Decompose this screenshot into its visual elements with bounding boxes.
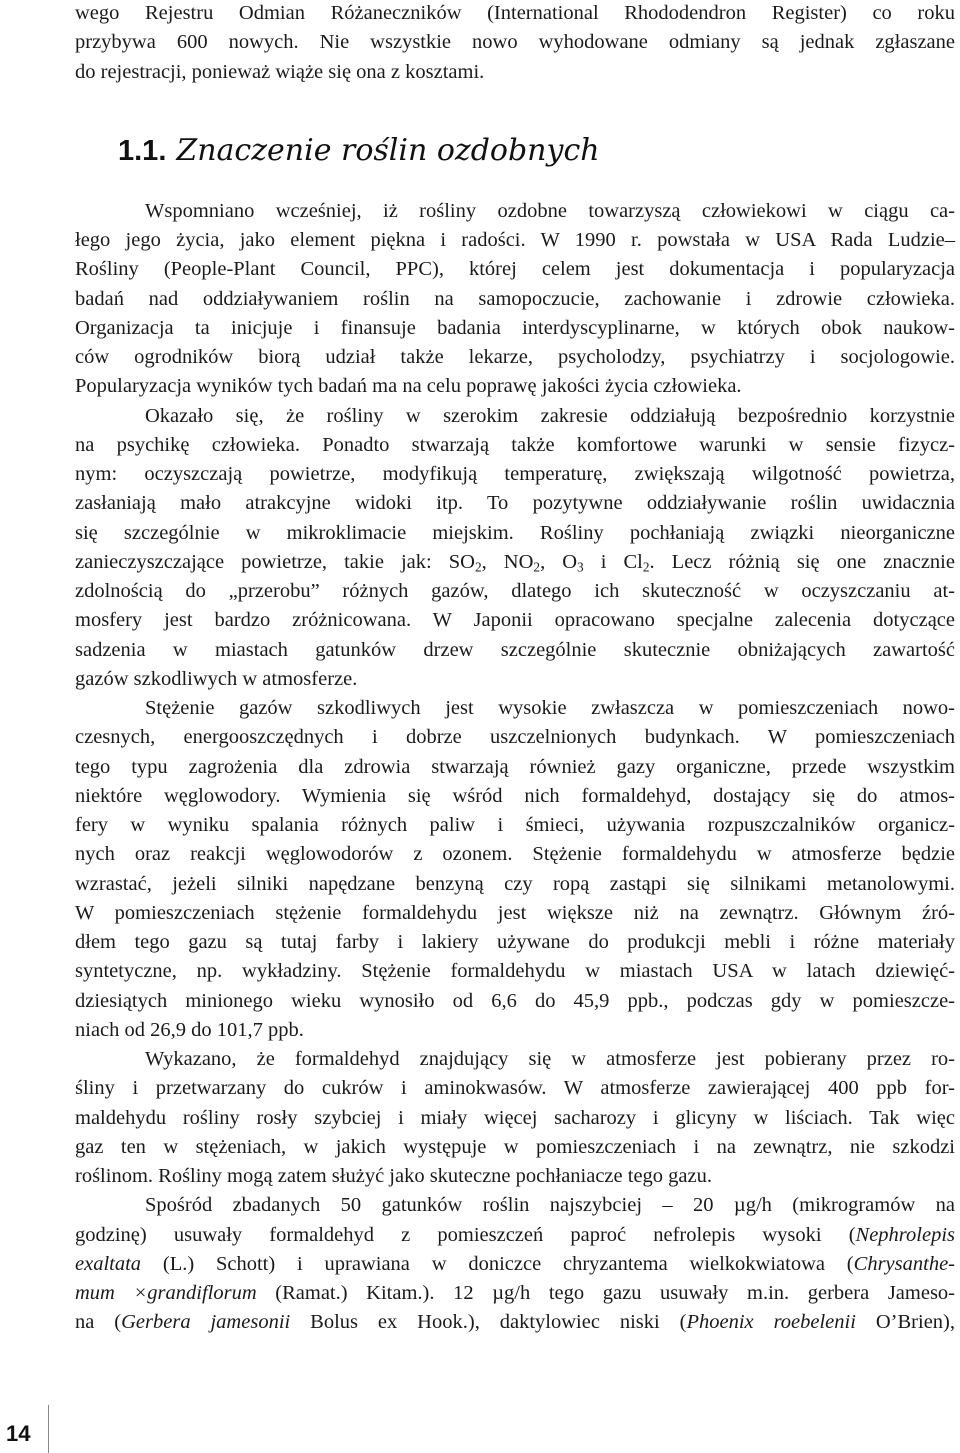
text-line: niektóre węglowodory. Wymienia się wśród nich formaldehyd, dostający się do atmos- xyxy=(75,784,955,807)
text-line: łego jego życia, jako element piękna i radości. W 1990 r. powstała w USA Rada Ludzie– xyxy=(75,229,955,251)
text-line: W pomieszczeniach stężenie formaldehydu jest większe niż na zewnątrz. Głównym źró- xyxy=(75,901,955,924)
paragraph-continuation xyxy=(75,0,955,87)
text-line: Rośliny (People-Plant Council, PPC), której celem jest dokumentacja i popularyzacja xyxy=(75,258,955,281)
latin-name: Chrysanthe- xyxy=(853,1252,955,1275)
text-line: dłem tego gazu są tutaj farby i lakiery używane do produkcji mebli i różne materiały xyxy=(75,931,955,953)
text-line: fery w wyniku spalania różnych paliw i śmieci, używania rozpuszczalników organicz- xyxy=(75,814,955,836)
text-line: wego Rejestru Odmian Różaneczników (International Rhododendron Register) co roku xyxy=(75,2,955,24)
text-line: roślinom. Rośliny mogą zatem służyć jako skuteczne pochłaniacze tego gazu. xyxy=(75,1165,713,1187)
text-line: tego typu zagrożenia dla zdrowia stwarzają również gazy organiczne, przede wszystkim xyxy=(75,755,955,778)
text-line: się szczególnie w mikroklimacie miejskim. Rośliny pochłaniają związki nieorganiczne xyxy=(75,521,955,544)
text-line: nym: oczyszczają powietrze, modyfikują temperaturę, zwiększają wilgotność powietrza, xyxy=(75,463,955,485)
text-run: i Cl xyxy=(583,550,643,573)
subscript: 3 xyxy=(577,559,584,575)
text-line: zasłaniają mało atrakcyjne widoki itp. To pozytywne oddziaływanie roślin uwidacznia xyxy=(75,492,955,515)
text-line: śliny i przetwarzany do cukrów i aminokwasów. W atmosferze zawierającej 400 ppb for- xyxy=(75,1077,955,1100)
text-line xyxy=(75,1279,955,1308)
text-line: niach od 26,9 do 101,7 ppb. xyxy=(75,1018,304,1041)
text-run: (L.) Schott) i uprawiana w doniczce chryzantema wielkokwiatowa ( xyxy=(141,1252,854,1275)
latin-name: Phoenix roebelenii xyxy=(686,1311,856,1334)
text-line: ców ogrodników biorą udział także lekarze, psycholodzy, psychiatrzy i socjologowie. xyxy=(75,346,955,368)
text-line: dziesiątych minionego wieku wynosiło od 6,6 do 45,9 ppb., podczas gdy w pomieszcze- xyxy=(75,989,955,1012)
text-line: mosfery jest bardzo zróżnicowana. W Japonii opracowano specjalne zalecenia dotyczące xyxy=(75,609,955,632)
latin-name: exaltata xyxy=(75,1252,142,1275)
paragraph xyxy=(75,1045,955,1191)
text-run: godzinę) usuwały formaldehyd z pomieszczeń paproć nefrolepis wysoki ( xyxy=(75,1223,856,1246)
text-line xyxy=(75,1308,955,1337)
text-line: Spośród zbadanych 50 gatunków roślin najszybciej – 20 µg/h (mikrogramów na xyxy=(145,1194,955,1217)
text-line: Stężenie gazów szkodliwych jest wysokie zwłaszcza w pomieszczeniach nowo- xyxy=(145,697,955,719)
text-line: gazów szkodliwych w atmosferze. xyxy=(75,667,358,690)
text-run: , O xyxy=(540,550,578,573)
page-edge-rule xyxy=(48,1405,49,1453)
document-page xyxy=(75,0,955,1338)
section-number: 1.1. xyxy=(118,134,167,167)
text-line: sadzenia w miastach gatunków drzew szczególnie skutecznie obniżających zawartość xyxy=(75,638,955,661)
latin-name: mum ×grandiflorum xyxy=(75,1282,257,1304)
text-run: , NO xyxy=(481,550,534,573)
text-run: (Ramat.) Kitam.). 12 µg/h tego gazu usuwały m.in. gerbera Jameso- xyxy=(256,1282,955,1304)
latin-name: Nephrolepis xyxy=(855,1223,955,1246)
subscript: 2 xyxy=(474,559,482,575)
section-heading xyxy=(118,131,955,171)
text-run: na ( xyxy=(75,1311,122,1334)
text-line: Popularyzacja wyników tych badań ma na celu poprawę jakości życia człowieka. xyxy=(75,375,742,398)
paragraph xyxy=(75,694,955,1045)
text-line-chemistry xyxy=(75,548,955,577)
text-line: wzrastać, jeżeli silniki napędzane benzyną czy ropą zastąpi się silnikami metanolowymi. xyxy=(75,872,955,895)
text-line: przybywa 600 nowych. Nie wszystkie nowo wyhodowane odmiany są jednak zgłaszane xyxy=(75,31,955,54)
text-line xyxy=(75,1250,955,1279)
paragraph xyxy=(75,402,955,695)
text-run: Bolus ex Hook.), daktylowiec niski ( xyxy=(290,1311,687,1334)
text-line: Okazało się, że rośliny w szerokim zakresie oddziałują bezpośrednio korzystnie xyxy=(145,404,955,427)
page-number-tab xyxy=(0,1405,48,1453)
subscript: 2 xyxy=(533,559,541,575)
paragraph xyxy=(75,197,955,402)
text-line: na psychikę człowieka. Ponadto stwarzają także komfortowe warunki w sensie fizycz- xyxy=(75,433,955,456)
text-line: Wykazano, że formaldehyd znajdujący się w atmosferze jest pobierany przez ro- xyxy=(145,1048,955,1070)
latin-name: Gerbera jamesonii xyxy=(121,1311,291,1334)
text-line: do rejestracji, ponieważ wiąże się ona z kosztami. xyxy=(75,60,485,83)
text-line: czesnych, energooszczędnych i dobrze uszczelnionych budynkach. W pomieszczeniach xyxy=(75,726,955,749)
text-run: zanieczyszczające powietrze, takie jak: SO xyxy=(75,550,475,573)
text-run: O’Brien), xyxy=(855,1311,955,1334)
text-line: gaz ten w stężeniach, w jakich występuje w pomieszczeniach i na zewnątrz, nie szkodzi xyxy=(75,1135,955,1158)
subscript: 2 xyxy=(642,559,650,575)
text-line: syntetyczne, np. wykładziny. Stężenie formaldehydu w miastach USA w latach dziewięć- xyxy=(75,960,955,983)
text-line: Wspomniano wcześniej, iż rośliny ozdobne towarzyszą człowiekowi w ciągu ca- xyxy=(145,199,955,222)
text-run: . Lecz różnią się one znacznie xyxy=(649,550,955,573)
section-title: Znaczenie roślin ozdobnych xyxy=(176,132,600,168)
text-line: badań nad oddziaływaniem roślin na samopoczucie, zachowanie i zdrowie człowieka. xyxy=(75,287,955,310)
paragraph xyxy=(75,1191,955,1337)
text-line: nych oraz reakcji węglowodorów z ozonem. Stężenie formaldehydu w atmosferze będzie xyxy=(75,843,955,866)
text-line: maldehydu rośliny rosły szybciej i miały więcej sacharozy i glicyny w liściach. Tak więc xyxy=(75,1106,955,1129)
text-line: zdolnością do „przerobu” różnych gazów, dlatego ich skuteczność w oczyszczaniu at- xyxy=(75,580,955,602)
text-line: Organizacja ta inicjuje i finansuje badania interdyscyplinarne, w których obok naukow- xyxy=(75,316,955,339)
text-line xyxy=(75,1221,955,1250)
page-number: 14 xyxy=(6,1421,31,1446)
